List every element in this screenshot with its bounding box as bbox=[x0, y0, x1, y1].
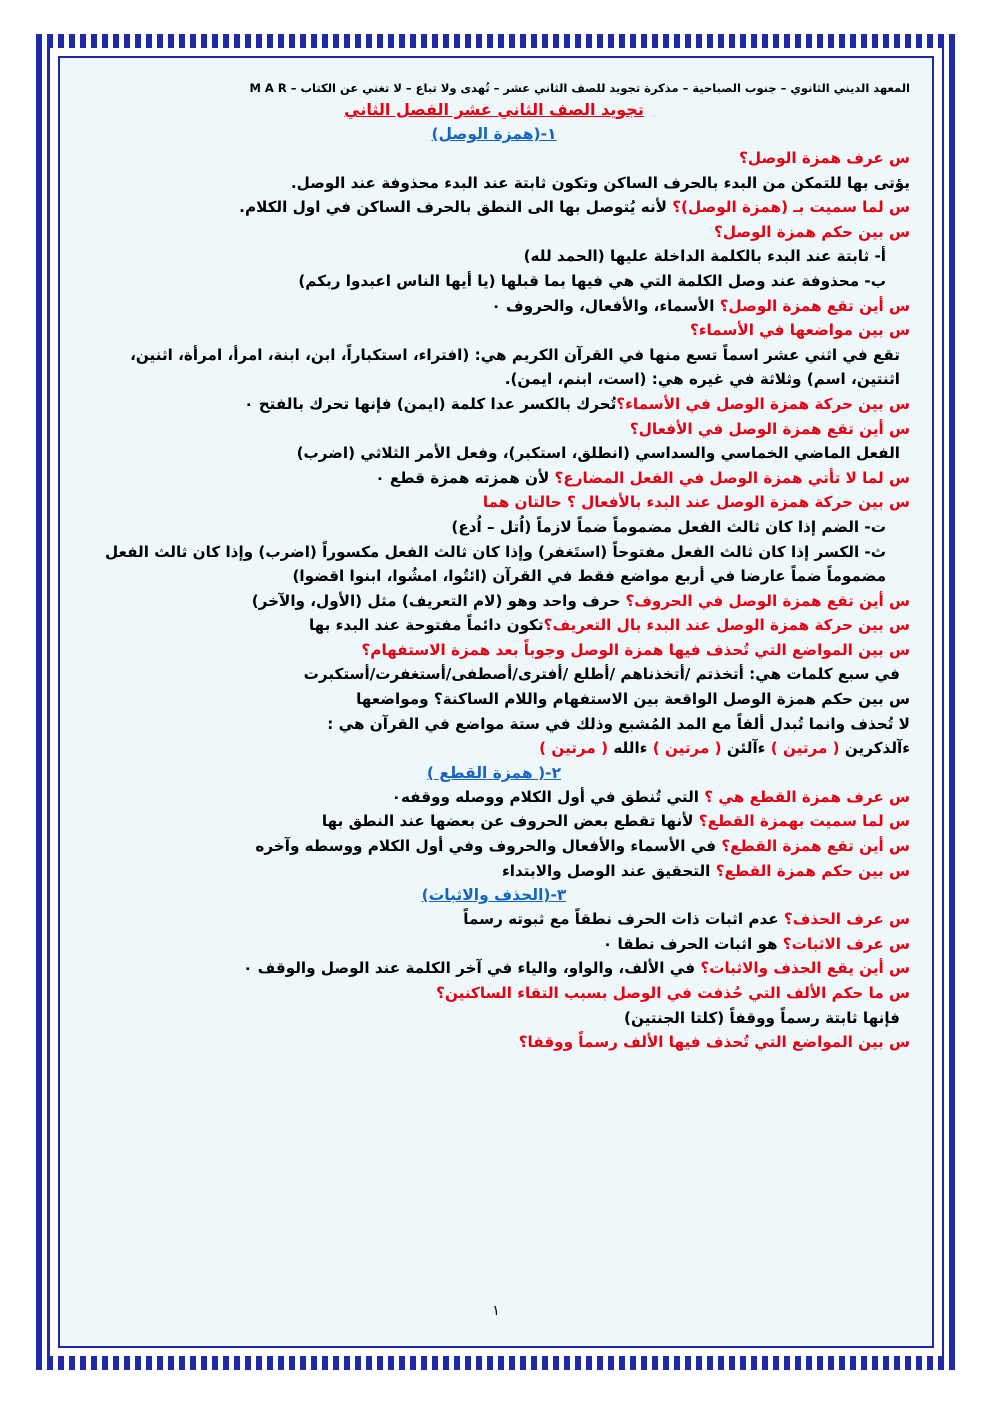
text-line bbox=[78, 392, 910, 417]
text-line bbox=[78, 712, 910, 737]
section-heading-alhadhf-walithbat: ٣-(الحذف والاثبات) bbox=[421, 886, 567, 905]
question-text: ( مرتين ) bbox=[765, 739, 845, 758]
text-line bbox=[78, 932, 910, 957]
question-text: س بين حركة همزة الوصل عند البدء بال التعريف؟ bbox=[543, 616, 910, 635]
answer-text: ب- محذوفة عند وصل الكلمة التي هي فيها بما قبلها (يا أيها الناس اعبدوا ربكم) bbox=[298, 271, 886, 290]
question-text: س عرف همزة القطع هي ؟ bbox=[704, 787, 910, 806]
answer-text: لأن همزته همزة قطع ٠ bbox=[375, 468, 555, 487]
answer-text: عدم اثبات ذات الحرف نطقاً مع ثبوته رسماً bbox=[463, 910, 784, 929]
text-line bbox=[78, 343, 910, 392]
answer-text: فإنها ثابتة رسماً ووقفاً (كلتا الجنتين) bbox=[624, 1008, 900, 1027]
section-heading-hamzat-alqat: ٢-( همزة القطع ) bbox=[426, 763, 562, 782]
answer-text: ث- الكسر إذا كان ثالث الفعل مفتوحاً (استَغفر) وإذا كان ثالث الفعل مكسوراً (اضرب) وإذا كان ثالث الفعل مضموماً ضماً عارضا في أربع مواضع فقط في القرآن (ائتُوا، امشُوا، ابنوا اقضوا) bbox=[104, 542, 886, 586]
answer-text: ءالله bbox=[613, 739, 648, 758]
answer-text: لا تُحذف وانما تُبدل ألفاً مع المد المُشبع وذلك في ستة مواضع في القرآن هي : bbox=[327, 714, 910, 733]
answer-text: التي تُنطق في أول الكلام ووصله ووقفه٠ bbox=[391, 787, 705, 806]
text-line bbox=[78, 834, 910, 859]
question-text: س أين تقع همزة الوصل؟ bbox=[719, 296, 910, 315]
answer-text: تكون دائماً مفتوحة عند البدء بها bbox=[308, 616, 544, 635]
answer-text: تقع في اثني عشر اسماً تسع منها في القرآن الكريم هي: (افتراء، استكباراً، ابن، ابنة، امرأ، امرأة، اثنين، اثنتين، اسم) وثلاثة في غيره هي: (است، ابنم، ايمن). bbox=[130, 345, 900, 389]
text-line bbox=[78, 441, 910, 466]
question-text: س بين حركة همزة الوصل في الأسماء؟ bbox=[616, 394, 910, 413]
text-line bbox=[78, 907, 910, 932]
text-line bbox=[78, 269, 910, 294]
question-text: س لما سميت بهمزة القطع؟ bbox=[698, 812, 910, 831]
text-line bbox=[78, 662, 910, 687]
question-text: س لما سميت بـ (همزة الوصل)؟ bbox=[672, 198, 910, 217]
page-title: تجويد الصف الثاني عشر الفصل الثاني bbox=[344, 100, 644, 119]
question-text: س أين تقع همزة الوصل في الحروف؟ bbox=[625, 591, 910, 610]
question-text: ( مرتين ) bbox=[539, 739, 614, 758]
text-line bbox=[78, 540, 910, 589]
question-text: س أين تقع همزة القطع؟ bbox=[721, 837, 910, 856]
answer-text: الأسماء، والأفعال، والحروف ٠ bbox=[491, 296, 720, 315]
question-text: ( مرتين ) bbox=[647, 739, 727, 758]
question-text: س بين حكم همزة القطع؟ bbox=[715, 861, 910, 880]
answer-text: تُحرك بالكسر عدا كلمة (ايمن) فإنها تحرك بالفتح ٠ bbox=[244, 394, 617, 413]
answer-text: في الأسماء والأفعال والحروف وفي أول الكلام ووسطه وآخره bbox=[255, 837, 722, 856]
question-text: س بين المواضع التي تُحذف فيها همزة الوصل وجوباً بعد همزة الاستفهام؟ bbox=[361, 640, 910, 659]
section-alhadhf-walithbat bbox=[78, 907, 910, 1055]
text-line bbox=[78, 318, 910, 343]
answer-text: أ- ثابتة عند البدء بالكلمة الداخلة عليها (الحمد لله) bbox=[523, 247, 886, 266]
text-line bbox=[78, 981, 910, 1006]
question-text: س أين يقع الحذف والاثبات؟ bbox=[700, 959, 910, 978]
text-line bbox=[78, 1030, 910, 1055]
text-line bbox=[78, 220, 910, 245]
text-line bbox=[78, 466, 910, 491]
question-text: س لما لا تأتي همزة الوصل في الفعل المضارع؟ bbox=[554, 468, 910, 487]
question-text: س بين مواضعها في الأسماء؟ bbox=[689, 321, 910, 340]
document-body bbox=[78, 78, 910, 1055]
question-text: س ما حكم الألف التي حُذفت في الوصل بسبب التقاء الساكنين؟ bbox=[436, 984, 910, 1002]
text-line bbox=[78, 171, 910, 196]
answer-text: حرف واحد وهو (لام التعريف) مثل (الأول، والآخر) bbox=[251, 591, 626, 610]
section-hamzat-alqat bbox=[78, 785, 910, 883]
answer-text: هو اثبات الحرف نطقا ٠ bbox=[602, 934, 783, 953]
answer-text: في سبع كلمات هي: أتخذتم /أتخذناهم /أطلع /أفترى/أصطفى/أستغفرت/أستكبرت bbox=[303, 665, 900, 684]
section-hamzat-alwasl bbox=[78, 146, 910, 761]
section-heading-hamzat-alwasl: ١-(همزة الوصل) bbox=[431, 125, 557, 143]
text-line bbox=[78, 687, 910, 712]
question-text: س بين حكم همزة الوصل؟ bbox=[714, 222, 910, 241]
text-line bbox=[78, 956, 910, 981]
question-text: س عرف الاثبات؟ bbox=[782, 934, 910, 953]
question-text: س عرف الحذف؟ bbox=[783, 910, 910, 929]
text-line bbox=[78, 736, 910, 761]
answer-text: ت- الضم إذا كان ثالث الفعل مضموماً ضماً لازماً (اُتل – اُدع) bbox=[451, 517, 886, 536]
page-header: المعهد الديني الثانوي – جنوب الصباحية – مذكرة تجويد للصف الثاني عشر – تُهدى ولا تباع – لا تغني عن الكتاب – M A R bbox=[249, 81, 910, 95]
question-text: س أين تقع همزة الوصل في الأفعال؟ bbox=[629, 419, 910, 438]
answer-text: لأنها تقطع بعض الحروف عن بعضها عند النطق بها bbox=[321, 812, 699, 831]
text-line bbox=[78, 859, 910, 884]
text-line bbox=[78, 1006, 910, 1031]
text-line bbox=[78, 244, 910, 269]
page-number: ١ bbox=[492, 1303, 500, 1319]
text-line bbox=[78, 785, 910, 810]
text-line bbox=[78, 613, 910, 638]
answer-text: يؤتى بها للتمكن من البدء بالحرف الساكن وتكون ثابتة عند البدء محذوفة عند الوصل. bbox=[290, 173, 910, 192]
answer-text: ءآلذكرين bbox=[844, 739, 910, 758]
text-line bbox=[78, 195, 910, 220]
text-line bbox=[78, 294, 910, 319]
question-text: س بين حركة همزة الوصل عند البدء بالأفعال ؟ حالتان هما bbox=[482, 493, 910, 512]
text-line bbox=[78, 146, 910, 171]
answer-text: لأنه يُتوصل بها الى النطق بالحرف الساكن في اول الكلام. bbox=[239, 198, 673, 217]
text-line bbox=[78, 638, 910, 663]
answer-text: في الألف، والواو، والياء في آخر الكلمة عند الوصل والوقف ٠ bbox=[243, 959, 701, 978]
text-line bbox=[78, 490, 910, 515]
text-line bbox=[78, 417, 910, 442]
text-line bbox=[78, 809, 910, 834]
answer-text: التحقيق عند الوصل والابتداء bbox=[502, 861, 716, 880]
answer-text: س بين حكم همزة الوصل الواقعة بين الاستفهام واللام الساكنة؟ ومواضعها bbox=[356, 690, 910, 709]
question-text: س بين المواضع التي تُحذف فيها الألف رسماً ووقفا؟ bbox=[518, 1033, 910, 1052]
answer-text: ءآلئن bbox=[726, 739, 766, 758]
question-text: س عرف همزة الوصل؟ bbox=[739, 149, 910, 167]
text-line bbox=[78, 589, 910, 614]
text-line bbox=[78, 515, 910, 540]
answer-text: الفعل الماضي الخماسي والسداسي (انطلق، استكبر)، وفعل الأمر الثلاثي (اضرب) bbox=[296, 444, 900, 463]
